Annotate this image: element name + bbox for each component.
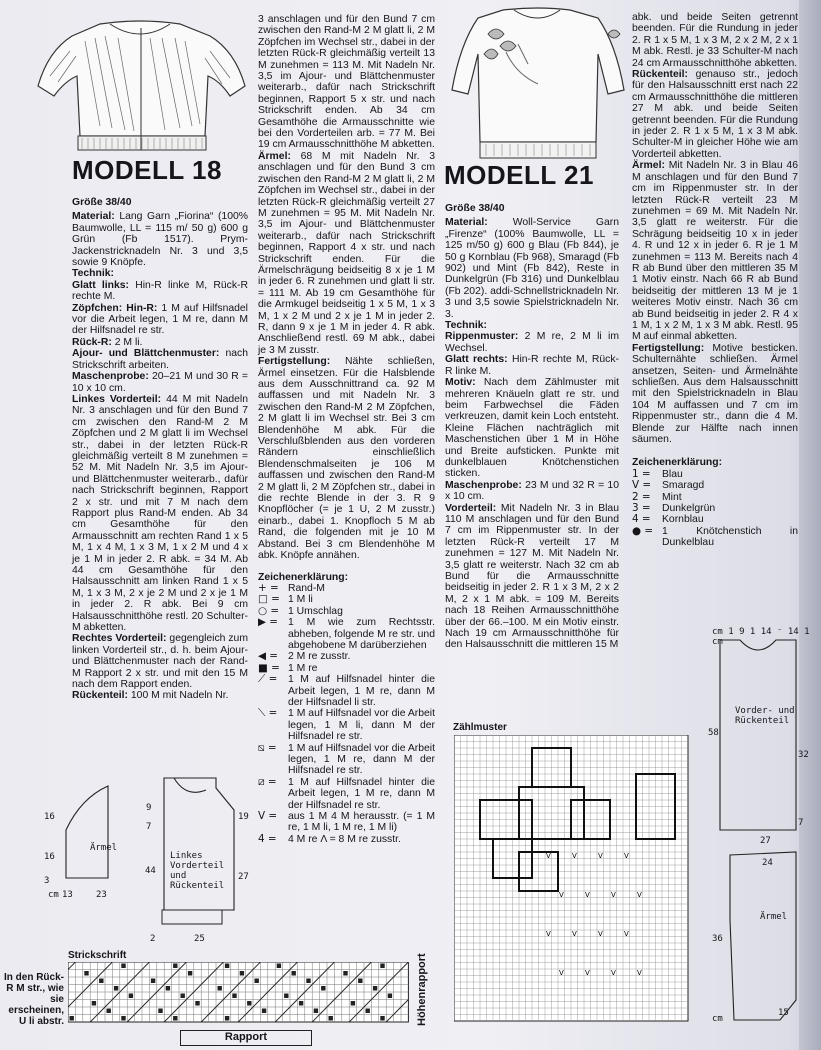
dim-16b: 16	[44, 852, 55, 862]
strick-knit-mark	[292, 971, 296, 976]
strick-knit-mark	[84, 971, 88, 976]
dim-25: 25	[194, 934, 205, 944]
m18-legend-symbol: ■ =	[258, 661, 280, 674]
modell-21-size: Größe 38/40	[445, 203, 505, 214]
m18c1-para	[72, 690, 248, 701]
m18c1-body: Lang Garn „Fiorina“ (100% Baumwolle, LL = 115 m/ 50 g) 600 g Grün (Fb 1517). Prym-Jackenstricknadeln Nr. 3 und 3,5 sowie 9 Knöpfe.	[72, 211, 248, 269]
strick-knit-mark	[380, 964, 384, 969]
modell-18-text-col1	[72, 197, 248, 702]
m21c3-para	[445, 331, 619, 354]
m21-legend-symbol: 1 =	[632, 467, 651, 480]
m18-legend-row	[258, 594, 435, 605]
strick-knit-mark	[255, 979, 259, 984]
m21c4-body: Motive besticken. Schulternähte schließen. Ärmel ansetzen, Seiten- und Ärmelnähte schließen. Aus dem Halsausschnitt mit den Spielstricknadeln in Blau 104 M auffassen und 7 cm im Rippenmuster str., dann die 4 M. Blende zur Hälfte nach innen säumen.	[632, 342, 799, 446]
m21-legend-text: Blau	[662, 468, 683, 480]
zaehlmuster-chart	[454, 735, 694, 1025]
m18c1-para	[72, 268, 248, 279]
modell-21-title: MODELL 21	[444, 160, 594, 190]
m21-legend-symbol: 3 =	[632, 502, 651, 515]
dim21-58: 58	[708, 728, 719, 738]
strick-knit-mark	[225, 964, 229, 969]
m21c3-para	[445, 480, 619, 503]
zaehl-stitch-mark: V	[585, 891, 590, 899]
modell-18-text-col2	[258, 14, 435, 845]
m21-legend-row	[632, 480, 798, 491]
modell-18-legend	[258, 583, 435, 845]
m18c1-para	[72, 394, 248, 634]
strick-knit-mark	[121, 1016, 125, 1021]
m18-legend-row	[258, 811, 435, 834]
modell-18-legend-title: Zeichenerklärung:	[258, 571, 349, 583]
m18c1-heading: Rechtes Vorderteil:	[72, 633, 170, 645]
modell-21-text-col4	[632, 12, 798, 549]
m21-legend-symbol: V =	[632, 479, 652, 492]
m18-legend-symbol: ▶ =	[258, 616, 278, 629]
m18c1-body: Hin-R linke M, Rück-R rechte M.	[72, 279, 248, 303]
m21c4-para	[632, 69, 798, 160]
m18-legend-text: 1 M re	[288, 662, 318, 674]
m21c3-para	[445, 377, 619, 480]
m21c3-para	[445, 354, 619, 377]
m18c1-heading: Glatt links:	[72, 279, 136, 291]
m21c3-heading: Technik:	[445, 320, 487, 332]
zaehl-stitch-mark: V	[598, 930, 603, 938]
strick-knit-mark	[70, 1016, 74, 1021]
m18c2-para	[258, 14, 435, 151]
m18c2-body: 3 anschlagen und für den Bund 7 cm zwischen den Rand-M 2 M glatt li, 2 M Zöpfchen im Wechsel str., dabei in der letzten Rück-R gleichmäßig verteilt 13 M zunehmen = 113 M. Mit Nadeln Nr. 3,5 im Ajour- und Blättchenmuster weiterarb., dafür nach Strickschrift beginnen, Rapport 5 x str. und nach Strickschrift enden. Ab 34 cm Gesamthöhe die Armausschnitte wie bei den Vorderteilen arb. = 77 M. Bei 19 cm Armausschnitthöhe M abketten.	[258, 14, 435, 151]
zaehl-stitch-mark: V	[611, 891, 616, 899]
strick-knit-mark	[114, 986, 118, 991]
m21-legend-symbol: 2 =	[632, 490, 651, 503]
dim21-27: 27	[760, 836, 771, 846]
m21c4-heading: Fertigstellung:	[632, 342, 713, 354]
m21-legend-row	[632, 526, 798, 549]
m18c1-heading: Maschenprobe:	[72, 371, 152, 383]
modell-18-instructions-2	[258, 14, 435, 562]
m21-legend-row	[632, 469, 798, 480]
m18c1-heading: Technik:	[72, 268, 114, 280]
dim21-32: 32	[798, 750, 809, 760]
m18-legend-row	[258, 674, 435, 708]
zaehl-stitch-mark: V	[572, 930, 577, 938]
schematic21-front-label: Vorder- und Rückenteil	[735, 706, 795, 726]
m21c3-body: 2 M re, 2 M li im Wechsel.	[445, 331, 619, 354]
strick-knit-mark	[158, 1009, 162, 1014]
m21-legend-row	[632, 514, 798, 525]
m18-legend-row	[258, 583, 435, 594]
modell-21-text-col3	[445, 203, 619, 651]
m21-legend-symbol: ● =	[632, 524, 654, 537]
m18-legend-text: 1 M auf Hilfsnadel hinter die Arbeit legen, 1 M re, dann M der Hilfsnadel re str.	[288, 776, 435, 811]
m18c1-para	[72, 371, 248, 394]
m18-legend-symbol: ⟍ =	[258, 707, 278, 720]
strick-knit-mark	[232, 994, 236, 999]
m21c3-para	[445, 320, 619, 331]
m18-legend-symbol: ○ =	[258, 604, 280, 617]
m21c4-heading: Rückenteil:	[632, 69, 696, 81]
modell-21-schematic	[700, 620, 810, 1030]
strick-knit-mark	[218, 986, 222, 991]
m21c4-para	[632, 343, 798, 446]
dim21-24: 24	[762, 858, 773, 868]
zaehl-stitch-mark: V	[559, 969, 564, 977]
zaehl-stitch-mark: V	[585, 969, 590, 977]
m18c1-para	[72, 280, 248, 303]
dim-16a: 16	[44, 812, 55, 822]
m18-legend-row	[258, 663, 435, 674]
m18-legend-row	[258, 651, 435, 662]
strick-knit-mark	[166, 986, 170, 991]
m21c3-body: Mit Nadeln Nr. 3 in Blau 110 M anschlagen und für den Bund 7 cm im Rippenmuster str. In der letzten Rück-R verteilt 17 M zunehmen = 127 M. Mit Nadeln Nr. 3,5 glatt re weiterstr. Nach 32 cm ab Bund für die Armausschnitte beidseitig in jeder 2. R 1 x 3 M, 2 x 2 M, 2 x 1 M abk. = 109 M. Bereits nach 18 Reihen Armausschnitthöhe über der 66.–100. M ein Motiv einstr. Nach 19 cm Armausschnitthöhe für den Halsausschnitt die mittleren 15 M	[445, 502, 619, 651]
strick-knit-mark	[151, 979, 155, 984]
m18-legend-row	[258, 743, 435, 777]
m18c1-heading: Rückenteil:	[72, 690, 131, 702]
m18-legend-text: 1 M auf Hilfsnadel vor die Arbeit legen, 1 M li, dann M der Hilfsnadel re str.	[288, 708, 435, 743]
dim21-15: 15	[778, 1008, 789, 1018]
m21c4-body: genauso str., jedoch für den Halsausschnitt erst nach 22 cm Armausschnitthöhe die mittleren 27 M abk. und beide Seiten getrennt beenden. Für die Rundung in jeder 2. R 1 x 5 M, 1 x 3 M abk. Schulter-M in gleicher Höhe wie am Vorderteil abketten.	[632, 69, 798, 160]
strick-knit-mark	[173, 964, 177, 969]
strickschrift-label: Strickschrift	[68, 950, 127, 961]
modell-21-legend	[632, 469, 798, 549]
m21c4-body: abk. und beide Seiten getrennt beenden. Für die Rundung in jeder 2. R 1 x 5 M, 1 x 3 M, 2 x 2 M, 2 x 1 M abk. Restl. je 33 Schulter-M nach 24 cm Armausschnitthöhe abketten.	[632, 12, 798, 69]
strick-knit-mark	[314, 1009, 318, 1014]
zaehl-stitch-mark: V	[572, 852, 577, 860]
zaehl-stitch-mark: V	[559, 891, 564, 899]
dim-13: 13	[62, 890, 73, 900]
m21c3-body: 23 M und 32 R = 10 x 10 cm.	[445, 479, 619, 503]
m18-legend-row	[258, 617, 435, 651]
strick-knit-mark	[329, 1016, 333, 1021]
m18-legend-symbol: □ =	[258, 593, 280, 606]
strickschrift-note: In den Rück-R M str., wie sie erscheinen, U li abstr.	[3, 972, 64, 1027]
m18-legend-text: 2 M re zusstr.	[288, 651, 351, 663]
m18c1-body: 100 M mit Nadeln Nr.	[130, 690, 229, 702]
m21-legend-row	[632, 492, 798, 503]
m21-legend-row	[632, 503, 798, 514]
m18c1-para	[72, 633, 248, 690]
m21-legend-text: Kornblau	[662, 514, 704, 526]
dim-2: 2	[150, 934, 156, 944]
m18-legend-text: aus 1 M 4 M herausstr. (= 1 M re, 1 M li, 1 M re, 1 M li)	[288, 811, 435, 834]
m18-legend-text: 1 M auf Hilfsnadel hinter die Arbeit legen, 1 M re, dann M der Hilfsnadel li str.	[288, 674, 435, 708]
modell-21-instructions-2	[632, 12, 798, 445]
m18-legend-symbol: 4 =	[258, 832, 277, 845]
strick-knit-mark	[121, 964, 125, 969]
m21c3-para	[445, 217, 619, 320]
modell-21-legend-title: Zeichenerklärung:	[632, 457, 723, 469]
dim-3: 3	[44, 876, 50, 886]
m18c1-heading: Material:	[72, 211, 120, 223]
m18c2-body: Nähte schließen, Ärmel einsetzen. Für die Halsblende aus dem Ausschnittrand ca. 92 M auffassen und mit Nadeln Nr. 3 zwischen den Rand-M 2 M Zöpfchen, 2 M glatt li im Wechsel str. Bei 3 cm Blendenhöhe M abk. Für die Verschlußblenden aus den vorderen Rändern einschließlich Blendenschmalseiten je 106 M auffassen und zwischen den Rand-M 2 M glatt li, 2 M Zöpfchen str., dabei in die rechte Blende in der 3. R 9 Knopflöcher (= je 1 U, 2 M zusstr.) einarb., dabei 1. Knopfloch 5 M ab Rand, die folgenden mit je 10 M Abstand. Bei 3 cm Blendenhöhe M abk. Knöpfe annähen.	[258, 356, 435, 562]
strick-knit-mark	[173, 1016, 177, 1021]
m18c2-para	[258, 356, 435, 561]
m21c3-para	[445, 503, 619, 651]
strick-knit-mark	[358, 979, 362, 984]
hoehenrapport-label: Höhenrapport	[416, 953, 428, 1026]
strick-knit-mark	[306, 979, 310, 984]
m21c3-heading: Maschenprobe:	[445, 479, 526, 491]
m18-legend-symbol: ⧄ =	[258, 775, 277, 788]
zaehl-stitch-mark: V	[637, 891, 642, 899]
m21-legend-text: Dunkelgrün	[662, 503, 716, 515]
m18c1-para	[72, 348, 248, 371]
m21c3-heading: Motiv:	[445, 377, 484, 389]
m18c1-body: 1 M auf Hilfsnadel vor die Arbeit legen, 1 M re, dann M der Hilfsnadel re str.	[72, 302, 248, 337]
m18c1-para	[72, 303, 248, 337]
strick-knit-mark	[129, 994, 133, 999]
m18-legend-text: 1 M auf Hilfsnadel vor die Arbeit legen, 1 M re, dann M der Hilfsnadel re str.	[288, 742, 435, 777]
strickschrift-chart	[68, 962, 413, 1030]
zaehl-stitch-mark: V	[624, 852, 629, 860]
dim21-cm: cm	[712, 1014, 723, 1024]
modell-21-instructions-1	[445, 217, 619, 650]
dim21-7: 7	[798, 818, 804, 828]
m21-legend-text: Mint	[662, 491, 682, 503]
sweater-illustration	[448, 4, 626, 162]
dim-9: 9	[146, 803, 152, 813]
m21c3-heading: Vorderteil:	[445, 502, 501, 514]
rapport-label: Rapport	[180, 1030, 312, 1046]
strick-knit-mark	[299, 1001, 303, 1006]
strick-knit-mark	[351, 1001, 355, 1006]
strick-knit-mark	[225, 1016, 229, 1021]
m21-legend-text: Smaragd	[662, 480, 705, 492]
m21c3-heading: Glatt rechts:	[445, 354, 512, 366]
m21-legend-text: 1 Knötchenstich in Dunkelblau	[662, 525, 798, 549]
schematic-armel-label: Ärmel	[90, 843, 118, 853]
m18-legend-row	[258, 834, 435, 845]
zaehlmuster-label: Zählmuster	[453, 722, 507, 733]
strick-knit-mark	[277, 964, 281, 969]
dim-7: 7	[146, 822, 152, 832]
strick-knit-mark	[380, 1016, 384, 1021]
m21c4-body: Mit Nadeln Nr. 3 in Blau 46 M anschlagen und für den Bund 7 cm im Rippenmuster str. In der letzten Rück-R verteilt 23 M zunehmen = 69 M. Mit Nadeln Nr. 3,5 glatt re weiterstr. Für die Schrägung beidseitig 10 x in jeder 4. R und 12 x in jeder 6. R je 1 M zunehmen = 113 M. Bereits nach 4 R ab Bund über den mittleren 35 M 1 Motiv einstr. Nach 66 R ab Bund beidseitig der mittleren 13 M je 1 weiteres Motiv einstr. Nach 36 cm ab Bund beidseitig in jeder 2. R 4 x 1 M, 1 x 2 M, 1 x 3 M abk. Restl. 95 M auf einmal abketten.	[632, 160, 798, 343]
m18-legend-row	[258, 708, 435, 742]
m18-legend-symbol: ◀ =	[258, 650, 278, 663]
m18c2-heading: Ärmel:	[258, 150, 301, 162]
cardigan-illustration	[30, 16, 252, 156]
strick-knit-mark	[247, 1001, 251, 1006]
m21c3-body: Woll-Service Garn „Firenze“ (100% Baumwolle, LL = 125 m/50 g) 600 g Blau (Fb 844), je 50 g Kornblau (Fb 968), Smaragd (Fb 902) und Mint (Fb 842), Reste in Dunkelgrün (Fb 316) und Dunkelblau (Fb 202). addi-Schnellstricknadeln Nr. 3 und 3,5 sowie Spielstricknadeln Nr. 3.	[445, 217, 619, 320]
m18c1-para	[72, 211, 248, 268]
m18c1-body: nach Strickschrift arbeiten.	[72, 348, 248, 371]
m18-legend-symbol: + =	[258, 581, 279, 594]
m21c4-para	[632, 12, 798, 69]
m18-legend-text: Rand-M	[288, 582, 325, 594]
m18c1-para	[72, 337, 248, 348]
m18-legend-row	[258, 606, 435, 617]
strick-knit-mark	[343, 971, 347, 976]
m18c1-heading: Ajour- und Blättchenmuster:	[72, 348, 226, 360]
dim-44: 44	[145, 866, 156, 876]
m21c4-para	[632, 160, 798, 343]
m18-legend-symbol: ⧅ =	[258, 741, 277, 754]
strick-knit-mark	[366, 1009, 370, 1014]
m18c1-heading: Linkes Vorderteil:	[72, 393, 167, 405]
strick-knit-mark	[284, 994, 288, 999]
m18-legend-text: 1 Umschlag	[288, 605, 343, 617]
m21c3-heading: Material:	[445, 217, 513, 229]
m18c2-heading: Fertigstellung:	[258, 356, 346, 368]
m18c1-heading: Zöpfchen: Hin-R:	[72, 302, 162, 314]
zaehl-stitch-mark: V	[624, 930, 629, 938]
strick-knit-mark	[188, 971, 192, 976]
strick-knit-mark	[99, 979, 103, 984]
modell-18-instructions-1	[72, 211, 248, 701]
m18-legend-text: 1 M li	[288, 594, 313, 606]
m18c2-body: 68 M mit Nadeln Nr. 3 anschlagen und für den Bund 3 cm zwischen den Rand-M 2 M glatt li, 2 M Zöpfchen im Wechsel str., dabei in der letzten Rück-R gleichmäßig verteilt 27 M zunehmen = 95 M. Mit Nadeln Nr. 3,5 im Ajour- und Blättchenmuster weiterarb., dafür nach Strickschrift beginnen, Rapport 4 x str. und nach Strickschrift enden. Für die Ärmelschrägung beidseitig 8 x je 1 M in jeder 6. R zunehmen und glatt li str. = 111 M. Ab 19 cm Gesamthöhe für die Armkugel beidseitig 1 x 5 M, 1 x 3 M, 1 x 2 M und 2 x je 1 M in jeder 2. R, dann 9 x je 1 M in jeder 4. R abk. Anschließend restl. 69 M abk., dabei je 3 M zusstr.	[258, 150, 435, 356]
modell-18-size: Größe 38/40	[72, 197, 132, 208]
m21c4-heading: Ärmel:	[632, 160, 669, 172]
strick-knit-mark	[321, 986, 325, 991]
strick-knit-mark	[388, 994, 392, 999]
m18c1-body: 2 M li.	[114, 336, 143, 348]
dim-27: 27	[238, 872, 249, 882]
m18-legend-text: 4 M re Λ = 8 M re zusstr.	[288, 833, 401, 845]
m18-legend-row	[258, 777, 435, 811]
dim21-36: 36	[712, 934, 723, 944]
m18c2-para	[258, 151, 435, 356]
m21c3-body: Hin-R rechte M, Rück-R linke M.	[445, 354, 619, 377]
dim-19: 19	[238, 812, 249, 822]
m18c1-body: gegengleich zum linken Vorderteil str., d. h. beim Ajour- und Blättchenmuster nach der Rand-M Rapport 2 x str. und mit den 15 M nach dem Rapport enden.	[72, 633, 248, 691]
strick-knit-mark	[195, 1001, 199, 1006]
strick-knit-mark	[92, 1001, 96, 1006]
m18-legend-symbol: V =	[258, 810, 278, 823]
m18c1-heading: Rück-R:	[72, 336, 115, 348]
dim-cm: cm	[48, 890, 59, 900]
dim-23: 23	[96, 890, 107, 900]
schematic21-armel-label: Ärmel	[760, 912, 788, 922]
strick-knit-mark	[240, 971, 244, 976]
schematic21-top-dims: cm 1 9 1 14 ⁻ 14 1 cm	[712, 627, 810, 647]
zaehl-stitch-mark: V	[637, 969, 642, 977]
schematic-front-label: Linkes Vorderteil und Rückenteil	[170, 851, 225, 891]
zaehl-stitch-mark: V	[611, 969, 616, 977]
zaehl-stitch-mark: V	[598, 852, 603, 860]
m21c3-heading: Rippenmuster:	[445, 331, 525, 343]
strick-knit-mark	[262, 1009, 266, 1014]
m18-legend-text: 1 M wie zum Rechtsstr. abheben, folgende M re str. und abgehobene M darüberziehen	[288, 617, 435, 651]
strick-knit-mark	[181, 994, 185, 999]
zaehl-stitch-mark: V	[546, 852, 551, 860]
m18c1-body: 44 M mit Nadeln Nr. 3 anschlagen und für den Bund 7 cm zwischen den Rand-M 2 M Zöpfchen und 2 M glatt li im Wechsel str., dabei in der letzten Rück-R gleichmäßig verteilt 8 M zunehmen = 52 M. Mit Nadeln Nr. 3,5 im Ajour- und Blättchenmuster weiterarb., dafür nach Strickschrift beginnen, Rapport 2 x str. und mit 7 M nach dem Rapport plus Rand-M enden. Ab 34 cm Gesamthöhe für den Armausschnitt am rechten Rand 1 x 5 M, 1 x 4 M, 1 x 3 M, 1 x 2 M und 4 x je 1 M in jeder 2. R abk. = 34 M. Ab 44 cm Gesamthöhe für den Halsausschnitt am linken Rand 1 x 5 M, 1 x 3 M, 2 x je 2 M und 2 x je 1 M in jeder 2. R abk. Bei 9 cm Halsausschnitthöhe restl. 20 Schulter-M abketten.	[72, 393, 249, 634]
m18c1-body: 20–21 M und 30 R = 10 x 10 cm.	[72, 371, 248, 394]
strick-knit-mark	[107, 1009, 111, 1014]
strick-knit-mark	[373, 986, 377, 991]
m21c3-body: Nach dem Zählmuster mit mehreren Knäueln glatt re str. und beim Farbwechsel die Fäden verkreuzen, damit kein Loch entsteht. Kleine Flächen nachträglich mit Maschenstichen über 1 M in Höhe und Breite aufsticken. Punkte mit dunkelblauen Knötchenstichen sticken.	[445, 377, 619, 480]
zaehl-stitch-mark: V	[546, 930, 551, 938]
m21-legend-symbol: 4 =	[632, 513, 651, 526]
m18-legend-symbol: ⟋ =	[258, 673, 278, 686]
modell-18-title: MODELL 18	[72, 155, 222, 185]
